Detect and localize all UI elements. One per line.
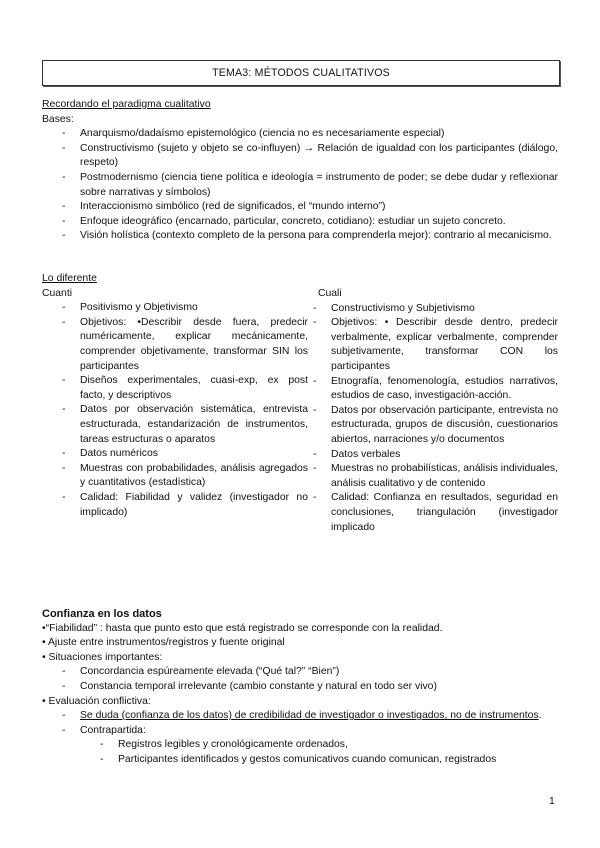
list-item: - Datos por observación sistemática, entrevista estructurada, estandarización de instrumentos, tareas estructuras o aparatos bbox=[62, 403, 308, 447]
section-paradigma bbox=[42, 98, 558, 244]
list-item: - Anarquismo/dadaísmo epistemológico (ciencia no es necesariamente especial) bbox=[62, 127, 558, 142]
list-item: - Datos numéricos bbox=[62, 447, 308, 462]
list-item: - Objetivos: •Describir desde fuera, predecir numéricamente, explicar mecánicamente, comprender objetivamente, transformar SIN los participantes bbox=[62, 316, 308, 374]
section-heading: Recordando el paradigma cualitativo bbox=[42, 99, 211, 110]
section-confianza bbox=[42, 607, 558, 768]
bullet-line: • Situaciones importantes: bbox=[42, 651, 163, 663]
list-item: - Diseños experimentales, cuasi-exp, ex post facto, y descriptivos bbox=[62, 374, 308, 403]
list-item: - Concordancia espúreamente elevada (“Qué tal?” “Bien”) bbox=[62, 665, 558, 680]
list-item: - Constancia temporal irrelevante (cambio constante y natural en todo ser vivo) bbox=[62, 680, 558, 695]
list-item: - Muestras no probabilísticas, análisis individuales, análisis cualitativo y de contenido bbox=[313, 462, 558, 491]
list-item: - Calidad: Fiabilidad y validez (investigador no implicado) bbox=[62, 491, 308, 520]
period: . bbox=[538, 710, 542, 722]
list-item: - Calidad: Confianza en resultados, seguridad en conclusiones, triangulación (investigador implicado bbox=[313, 491, 558, 535]
list-item: - Constructivismo (sujeto y objeto se co-influyen) → Relación de igualdad con los participantes (diálogo, respeto) bbox=[62, 142, 558, 171]
list-item: - Positivismo y Objetivismo bbox=[62, 301, 308, 316]
list-item: - Objetivos: • Describir desde dentro, predecir verbalmente, explicar verbalmente, comprender subjetivamente, transformar CON los participantes bbox=[313, 316, 558, 374]
section-heading: Confianza en los datos bbox=[42, 608, 162, 620]
list-item: - Postmodernismo (ciencia tiene política e ideología = instrumento de poder; se debe dudar y reflexionar sobre narrativas y símbolos) bbox=[62, 171, 558, 200]
page-number: 1 bbox=[549, 796, 555, 807]
list-item-text: Contrapartida: bbox=[80, 724, 146, 736]
column-cuanti bbox=[42, 272, 308, 520]
bullet-line: • Ajuste entre instrumentos/registros y fuente original bbox=[42, 637, 285, 649]
column-cuali bbox=[313, 287, 558, 535]
underlined-text: Se duda (confianza de los datos) de credibilidad de investigador o investigados, no de instrumentos bbox=[80, 710, 539, 722]
list-item: - Muestras con probabilidades, análisis agregados y cuantitativos (estadística) bbox=[62, 462, 308, 491]
section-heading: Lo diferente bbox=[42, 273, 97, 284]
subheading: Bases: bbox=[42, 113, 74, 125]
list-item: - Visión holística (contexto completo de la persona para comprenderla mejor): contrario al mecanicismo. bbox=[62, 229, 558, 244]
column-label: Cuali bbox=[318, 288, 342, 299]
list-item bbox=[62, 709, 558, 724]
list-item: - Enfoque ideográfico (encarnado, particular, concreto, cotidiano): estudiar un sujeto concreto. bbox=[62, 215, 558, 230]
list-item: - Datos por observación participante, entrevista no estructurada, grupos de discusión, cuestionarios abiertos, narraciones y/o documentos bbox=[313, 404, 558, 448]
page-title: TEMA3: MÉTODOS CUALITATIVOS bbox=[42, 60, 560, 86]
bullet-line: • Evaluación conflictiva: bbox=[42, 695, 151, 707]
list-item bbox=[62, 724, 558, 768]
list-item: - Etnografía, fenomenología, estudios narrativos, estudios de caso, investigación-acción. bbox=[313, 375, 558, 404]
list-item: - Datos verbales bbox=[313, 448, 558, 463]
sub-list-item: - Registros legibles y cronológicamente ordenados, bbox=[100, 738, 558, 753]
list-item: - Constructivismo y Subjetivismo bbox=[313, 302, 558, 317]
bullet-line: •“Fiabilidad” : hasta que punto esto que está registrado se corresponde con la realidad. bbox=[42, 622, 443, 634]
column-label: Cuanti bbox=[42, 287, 73, 299]
sub-list-item: - Participantes identificados y gestos comunicativos cuando comunican, registrados bbox=[100, 753, 558, 768]
list-item: - Interaccionismo simbólico (red de significados, el “mundo interno”) bbox=[62, 200, 558, 215]
